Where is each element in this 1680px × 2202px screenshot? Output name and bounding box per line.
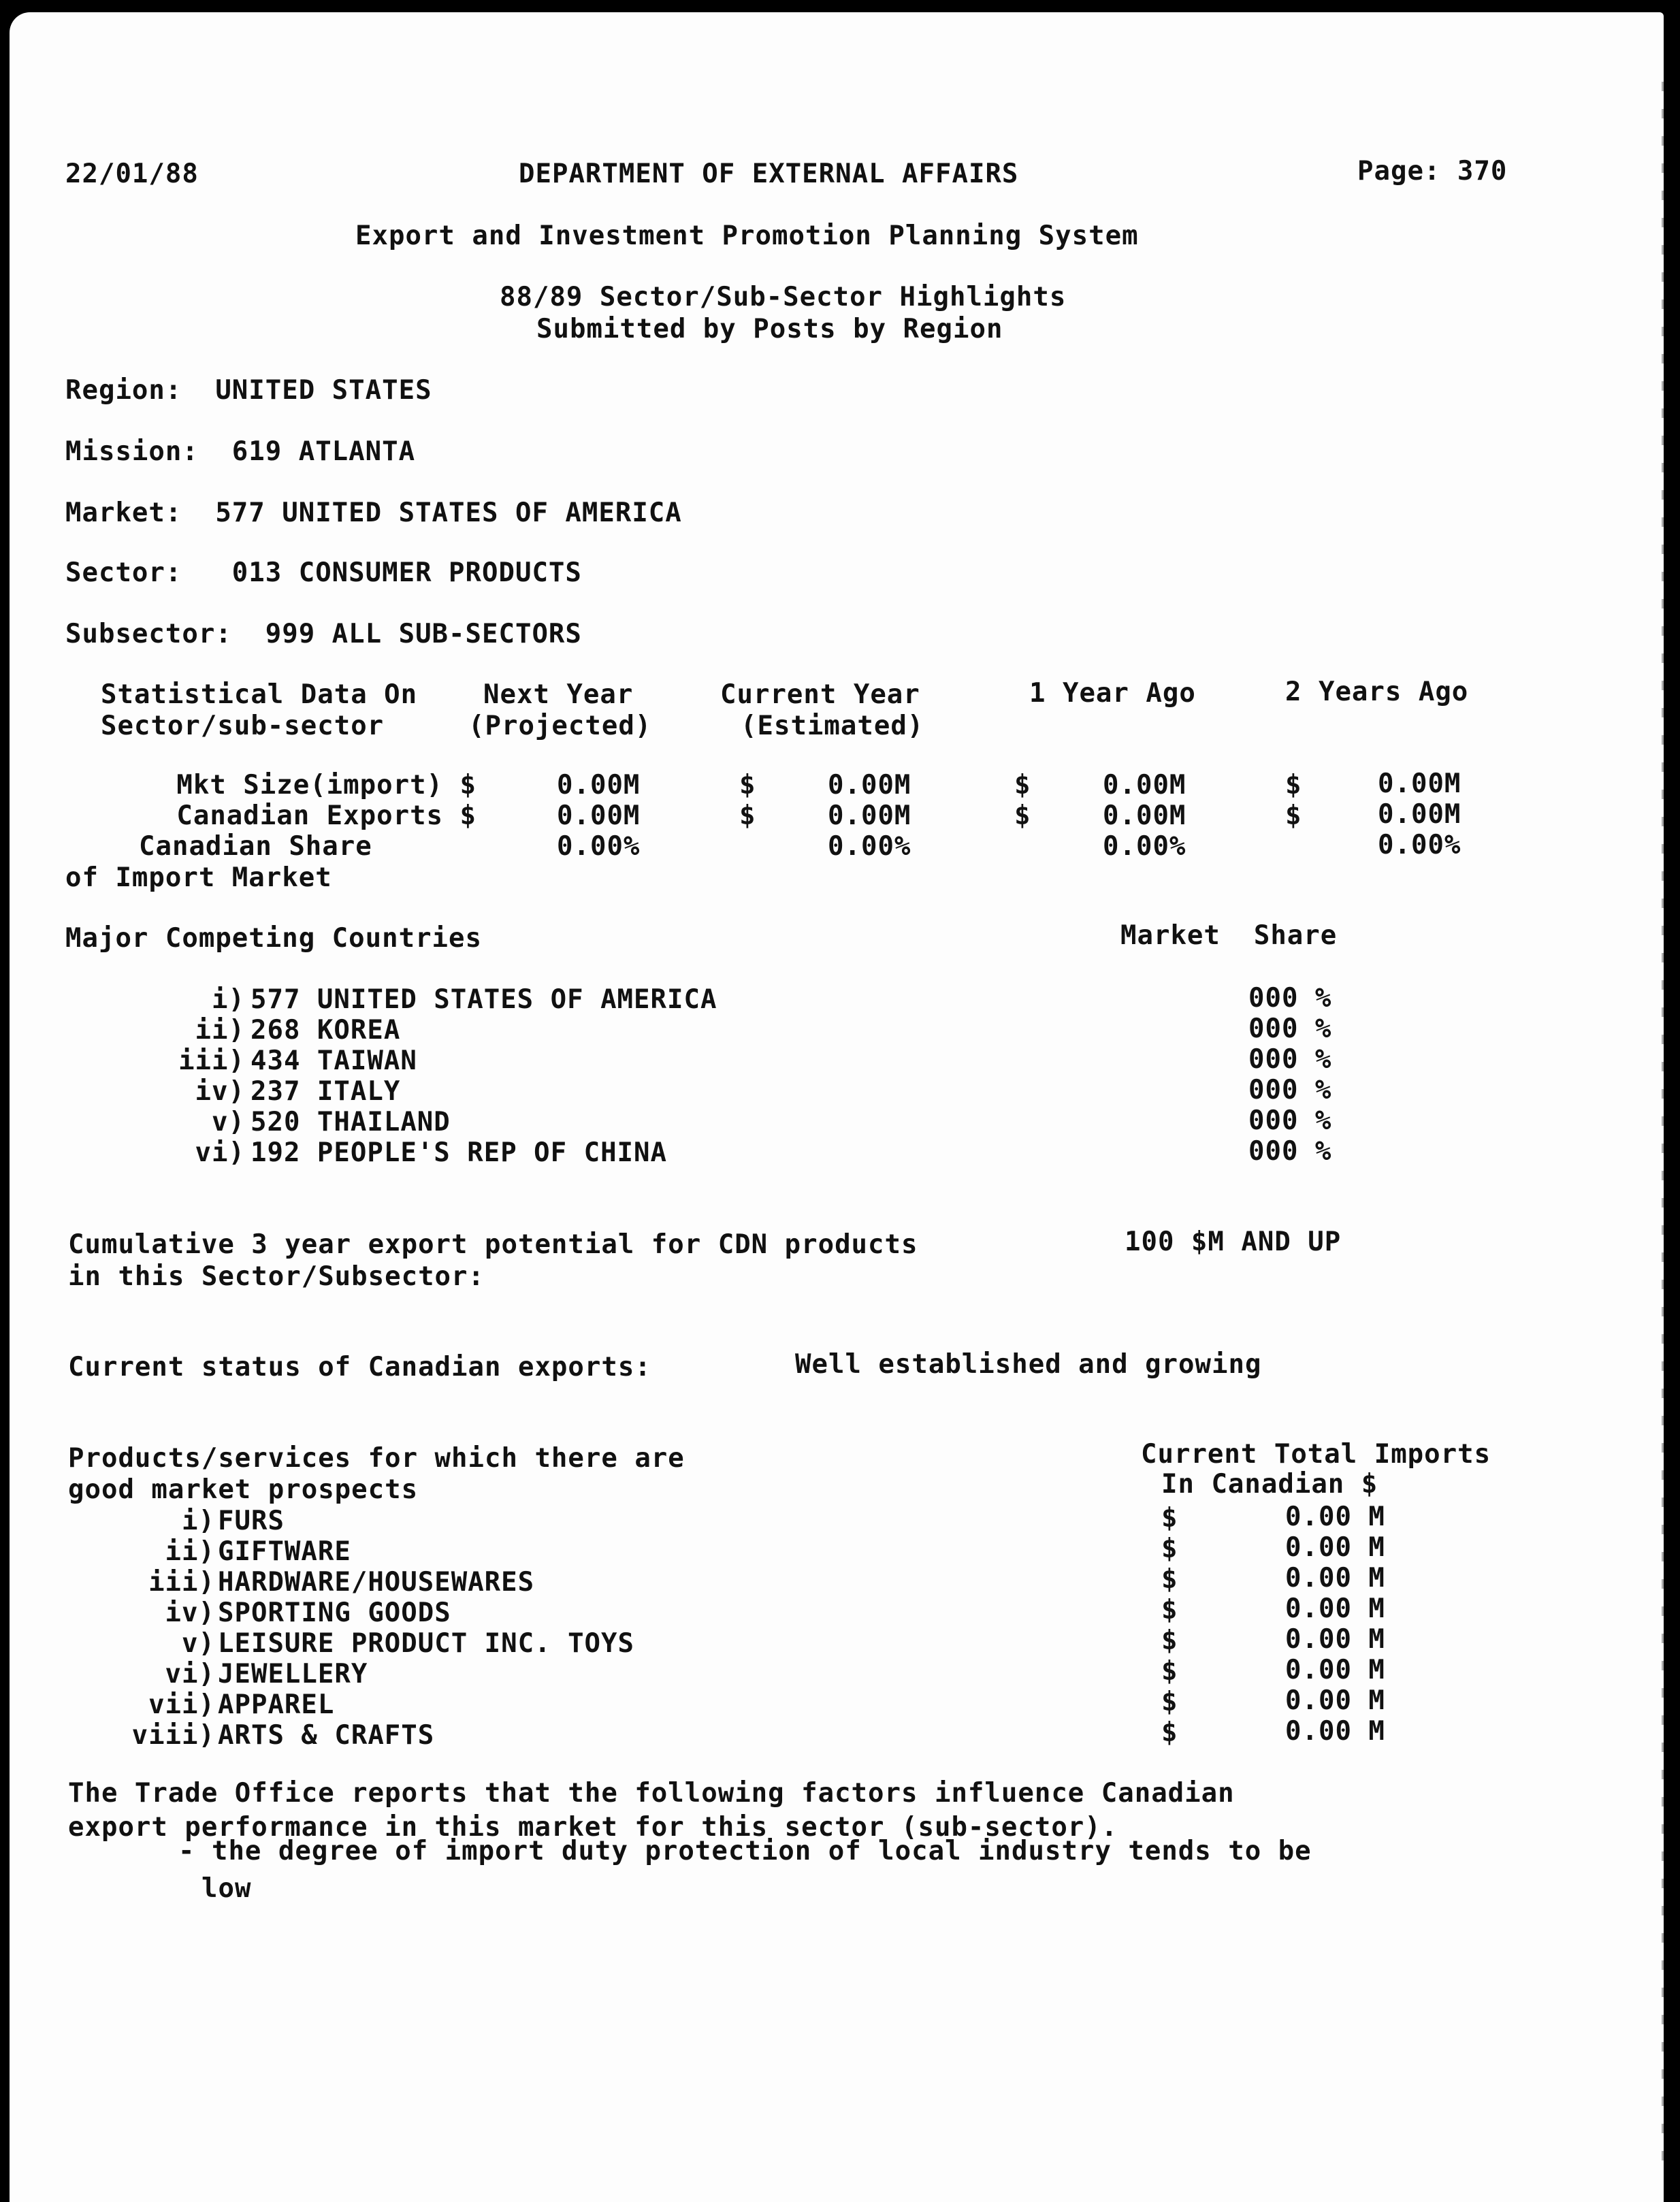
factors-bullet-2: low — [201, 1873, 252, 1904]
system-title: Export and Investment Promotion Planning System — [355, 221, 1139, 251]
stats-value: 0.00% — [828, 831, 911, 862]
product-name: APPAREL — [218, 1689, 335, 1720]
region-field: Region: UNITED STATES — [65, 375, 432, 406]
product-dollar: $ — [1161, 1656, 1178, 1687]
imports-header-2: In Canadian $ — [1161, 1469, 1378, 1500]
stats-value: 0.00M — [1378, 768, 1461, 799]
product-number: vi) — [165, 1659, 215, 1689]
stats-header-next-year: Next Year — [483, 679, 634, 710]
competitor-name: 577 UNITED STATES OF AMERICA — [251, 984, 717, 1015]
stats-value: 0.00M — [557, 770, 641, 800]
product-name: JEWELLERY — [218, 1659, 368, 1689]
potential-value: 100 $M AND UP — [1125, 1227, 1342, 1257]
competitor-number: i) — [212, 984, 245, 1015]
competitor-name: 237 ITALY — [251, 1076, 401, 1107]
product-number: iv) — [165, 1598, 215, 1628]
factors-line-2: export performance in this market for this sector (sub-sector). — [68, 1812, 1118, 1843]
product-dollar: $ — [1161, 1503, 1178, 1534]
stats-value: 0.00M — [557, 800, 641, 831]
imports-header-1: Current Total Imports — [1141, 1439, 1491, 1470]
product-number: v) — [182, 1628, 215, 1659]
product-value: 0.00 M — [1285, 1716, 1385, 1747]
competitor-number: iii) — [178, 1046, 245, 1076]
stats-header-label-2: Sector/sub-sector — [101, 711, 385, 741]
competitor-share: 000 % — [1248, 983, 1332, 1014]
stats-dollar: $ — [1014, 770, 1031, 800]
stats-header-2-years-ago: 2 Years Ago — [1285, 677, 1469, 707]
product-dollar: $ — [1161, 1534, 1178, 1564]
competitor-name: 268 KOREA — [251, 1015, 401, 1046]
department-title: DEPARTMENT OF EXTERNAL AFFAIRS — [519, 159, 1019, 189]
competitor-number: v) — [212, 1107, 245, 1137]
stats-header-current-year: Current Year — [720, 679, 920, 710]
product-name: LEISURE PRODUCT INC. TOYS — [218, 1628, 634, 1659]
competitor-number: vi) — [195, 1137, 245, 1168]
stats-header-label-1: Statistical Data On — [101, 679, 418, 710]
potential-label-2: in this Sector/Subsector: — [68, 1261, 485, 1292]
product-value: 0.00 M — [1285, 1655, 1385, 1685]
stats-tail-label: of Import Market — [65, 862, 332, 893]
factors-bullet-1: - the degree of import duty protection of local industry tends to be — [178, 1836, 1312, 1866]
stats-value: 0.00% — [1378, 830, 1461, 860]
mission-field: Mission: 619 ATLANTA — [65, 436, 416, 467]
product-value: 0.00 M — [1285, 1502, 1385, 1532]
subsector-field: Subsector: 999 ALL SUB-SECTORS — [65, 619, 582, 649]
stats-dollar: $ — [1285, 770, 1302, 800]
competitor-name: 192 PEOPLE'S REP OF CHINA — [251, 1137, 667, 1168]
product-value: 0.00 M — [1285, 1593, 1385, 1624]
page-number: Page: 370 — [1357, 156, 1508, 187]
product-name: SPORTING GOODS — [218, 1598, 451, 1628]
potential-label-1: Cumulative 3 year export potential for CDN products — [68, 1229, 918, 1260]
product-value: 0.00 M — [1285, 1624, 1385, 1655]
status-value: Well established and growing — [795, 1349, 1262, 1380]
stats-header-1-year-ago: 1 Year Ago — [1029, 678, 1196, 709]
report-date: 22/01/88 — [65, 159, 199, 189]
stats-value: 0.00M — [1103, 770, 1186, 800]
competitor-share: 000 % — [1248, 1105, 1332, 1136]
stats-dollar: $ — [739, 800, 756, 831]
product-name: FURS — [218, 1506, 285, 1536]
competitor-share: 000 % — [1248, 1014, 1332, 1044]
product-name: ARTS & CRAFTS — [218, 1720, 435, 1751]
stats-header-projected: (Projected) — [468, 711, 652, 741]
stats-dollar: $ — [1014, 800, 1031, 831]
product-number: viii) — [131, 1720, 215, 1751]
product-number: i) — [182, 1506, 215, 1536]
market-field: Market: 577 UNITED STATES OF AMERICA — [65, 498, 682, 528]
highlights-title: 88/89 Sector/Sub-Sector Highlights — [500, 282, 1067, 312]
competitor-number: ii) — [195, 1015, 245, 1046]
stats-value: 0.00M — [828, 770, 911, 800]
sector-field: Sector: 013 CONSUMER PRODUCTS — [65, 557, 582, 588]
competitor-share: 000 % — [1248, 1136, 1332, 1167]
product-dollar: $ — [1161, 1717, 1178, 1748]
product-value: 0.00 M — [1285, 1685, 1385, 1716]
products-label-1: Products/services for which there are — [68, 1443, 685, 1474]
product-value: 0.00 M — [1285, 1532, 1385, 1563]
stats-row-label: Mkt Size(import) $ — [176, 770, 476, 800]
stats-value: 0.00M — [828, 800, 911, 831]
stats-value: 0.00M — [1378, 799, 1461, 830]
product-name: GIFTWARE — [218, 1536, 351, 1567]
product-dollar: $ — [1161, 1564, 1178, 1595]
product-number: vii) — [148, 1689, 215, 1720]
product-dollar: $ — [1161, 1625, 1178, 1656]
competitor-name: 520 THAILAND — [251, 1107, 451, 1137]
stats-row-label: Canadian Share — [139, 831, 372, 862]
stats-value: 0.00M — [1103, 800, 1186, 831]
page-edge-marks — [1662, 82, 1664, 2165]
factors-line-1: The Trade Office reports that the following factors influence Canadian — [68, 1778, 1235, 1809]
competitors-title: Major Competing Countries — [65, 923, 482, 954]
submitted-title: Submitted by Posts by Region — [536, 314, 1003, 344]
product-value: 0.00 M — [1285, 1563, 1385, 1593]
stats-header-estimated: (Estimated) — [741, 711, 924, 741]
competitor-name: 434 TAIWAN — [251, 1046, 417, 1076]
products-label-2: good market prospects — [68, 1474, 419, 1505]
product-number: ii) — [165, 1536, 215, 1567]
stats-value: 0.00% — [1103, 831, 1186, 862]
product-dollar: $ — [1161, 1687, 1178, 1717]
competitor-share: 000 % — [1248, 1075, 1332, 1105]
product-dollar: $ — [1161, 1595, 1178, 1625]
status-label: Current status of Canadian exports: — [68, 1352, 651, 1382]
product-name: HARDWARE/HOUSEWARES — [218, 1567, 535, 1598]
market-share-header: Market Share — [1120, 920, 1338, 951]
stats-dollar: $ — [1285, 800, 1302, 831]
stats-dollar: $ — [739, 770, 756, 800]
stats-value: 0.00% — [557, 831, 641, 862]
stats-row-label: Canadian Exports $ — [176, 800, 476, 831]
competitor-share: 000 % — [1248, 1044, 1332, 1075]
competitor-number: iv) — [195, 1076, 245, 1107]
product-number: iii) — [148, 1567, 215, 1598]
